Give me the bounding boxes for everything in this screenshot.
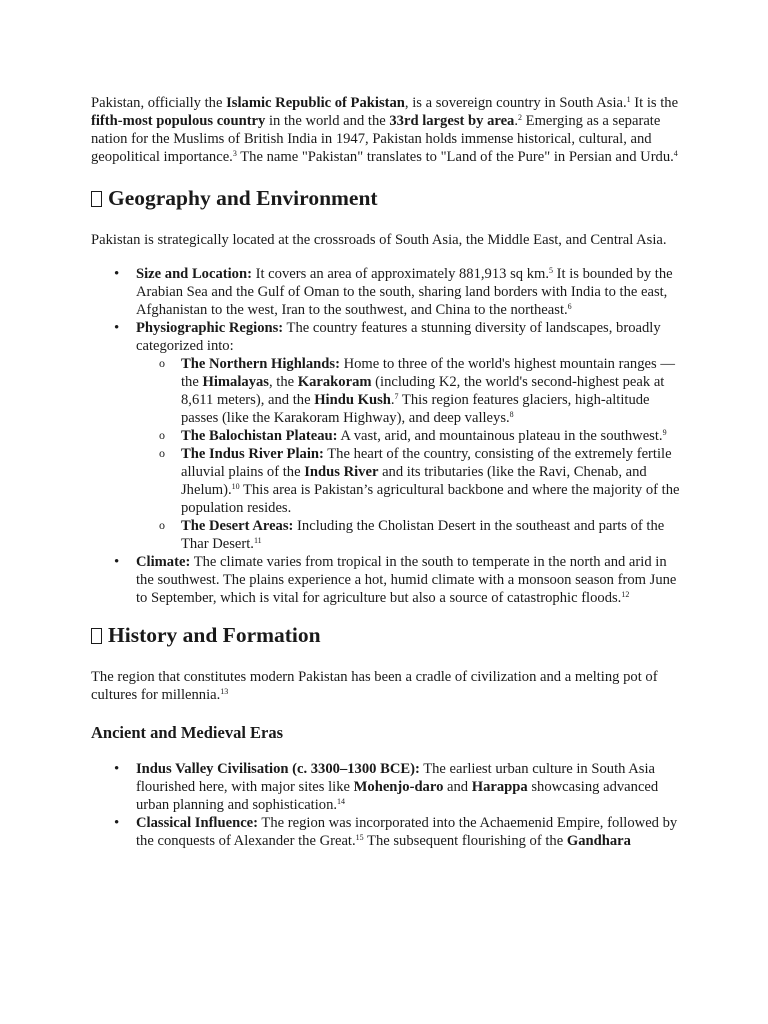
region-name: Gandhara (566, 833, 631, 849)
item-text: The subsequent flourishing of the (363, 833, 567, 849)
item-label: The Balochistan Plateau: (181, 428, 338, 444)
item-text: , the (268, 374, 298, 390)
geography-intro: Pakistan is strategically located at the crossroads of South Asia, the Middle East, and Central Asia. (91, 232, 667, 248)
item-label: The Desert Areas: (181, 518, 294, 534)
footnote-ref[interactable]: 6 (567, 302, 572, 311)
item-label: Indus Valley Civilisation (c. 3300–1300 BCE): (136, 761, 420, 777)
item-text: The heart of the country, consisting of the extremely fertile alluvial plains of the (181, 446, 672, 480)
footnote-ref[interactable]: 1 (626, 95, 631, 104)
item-text: The country features a stunning diversity of landscapes, broadly categorized into: (136, 320, 661, 354)
item-label: The Northern Highlands: (181, 356, 340, 372)
item-label: Classical Influence: (136, 815, 259, 831)
item-text: This region features glaciers, high-altitude passes (like the Karakoram Highway), and deep valleys. (181, 392, 650, 426)
footnote-ref[interactable]: 8 (509, 410, 514, 419)
item-text: . (390, 392, 395, 408)
item-text: A vast, arid, and mountainous plateau in the southwest. (337, 428, 663, 444)
history-list (91, 760, 681, 850)
intro-text: . (514, 113, 519, 129)
footnote-ref[interactable]: 10 (231, 482, 240, 491)
item-text: It covers an area of approximately 881,913 sq km. (251, 266, 550, 282)
intro-text: Pakistan, officially the (91, 95, 227, 111)
footnote-ref[interactable]: 7 (394, 392, 399, 401)
heading-text: Geography and Environment (108, 186, 378, 210)
ancient-eras-subheading: Ancient and Medieval Eras (91, 723, 284, 742)
item-text: It is bounded by the Arabian Sea and the Gulf of Oman to the south, sharing land borders with India to the east, Afghanistan to the west, Iran to the southwest, and China to the northeast. (136, 266, 673, 318)
item-text: Home to three of the world's highest mountain ranges —the (181, 356, 675, 390)
geography-list (91, 265, 681, 607)
site-name: Mohenjo-daro (353, 779, 444, 795)
range-name: Karakoram (297, 374, 372, 390)
intro-text: in the world and the (265, 113, 390, 129)
intro-text: , is a sovereign country in South Asia. (404, 95, 627, 111)
document-page (91, 94, 681, 865)
intro-text: The name "Pakistan" translates to "Land of the Pure" in Persian and Urdu. (236, 149, 674, 165)
item-text: and its tributaries (like the Ravi, Chenab, and Jhelum). (181, 464, 647, 498)
intro-text: Emerging as a separate nation for the Muslims of British India in 1947, Pakistan holds immense historical, cultural, and geopolitical importance. (91, 113, 661, 165)
sub-list-item (181, 355, 681, 427)
item-label: The Indus River Plain: (181, 446, 324, 462)
item-text: showcasing advanced urban planning and sophistication. (136, 779, 659, 813)
item-label: Size and Location: (136, 266, 252, 282)
river-name: Indus River (304, 464, 379, 480)
history-intro (91, 668, 681, 704)
item-text: The region was incorporated into the Achaemenid Empire, followed by the conquests of Alexander the Great. (136, 815, 678, 849)
missing-glyph-icon (91, 191, 102, 207)
missing-glyph-icon (91, 628, 102, 644)
item-text: This area is Pakistan’s agricultural backbone and where the majority of the population resides. (181, 482, 680, 516)
geography-heading (91, 185, 681, 211)
item-label: Climate: (136, 554, 191, 570)
sub-list-item (181, 517, 681, 553)
footnote-ref[interactable]: 12 (621, 590, 630, 599)
footnote-ref[interactable]: 3 (232, 149, 237, 158)
range-name: Himalayas (202, 374, 269, 390)
range-name: Hindu Kush (314, 392, 391, 408)
intro-text: It is the (630, 95, 679, 111)
footnote-ref[interactable]: 5 (549, 266, 554, 275)
footnote-ref[interactable]: 4 (673, 149, 678, 158)
list-item (136, 553, 681, 607)
history-heading (91, 622, 681, 648)
footnote-ref[interactable]: 13 (220, 687, 229, 696)
site-name: Harappa (471, 779, 528, 795)
list-item (136, 265, 681, 319)
area-rank: 33rd largest by area (389, 113, 515, 129)
sub-list-item (181, 427, 681, 445)
item-text: Including the Cholistan Desert in the southeast and parts of the Thar Desert. (181, 518, 665, 552)
list-item (136, 760, 681, 814)
intro-paragraph (91, 94, 681, 166)
intro-text: The region that constitutes modern Pakistan has been a cradle of civilization and a melting pot of cultures for millennia. (91, 669, 658, 703)
list-item (136, 814, 681, 850)
item-text: and (443, 779, 472, 795)
footnote-ref[interactable]: 14 (337, 797, 346, 806)
item-text: (including K2, the world's second-highest peak at 8,611 meters), and the (181, 374, 665, 408)
item-label: Physiographic Regions: (136, 320, 284, 336)
heading-text: History and Formation (108, 623, 321, 647)
sub-list-item (181, 445, 681, 517)
footnote-ref[interactable]: 2 (518, 113, 523, 122)
list-item (136, 319, 681, 553)
regions-sublist (136, 355, 681, 553)
official-name: Islamic Republic of Pakistan (226, 95, 405, 111)
population-rank: fifth-most populous country (91, 113, 266, 129)
footnote-ref[interactable]: 9 (662, 428, 667, 437)
footnote-ref[interactable]: 11 (253, 536, 262, 545)
footnote-ref[interactable]: 15 (355, 833, 364, 842)
item-text: The climate varies from tropical in the south to temperate in the north and arid in the southwest. The plains experience a hot, humid climate with a monsoon season from June to September, which is vital for agriculture but also a source of catastrophic floods. (136, 554, 677, 606)
item-text: The earliest urban culture in South Asia flourished here, with major sites like (136, 761, 656, 795)
